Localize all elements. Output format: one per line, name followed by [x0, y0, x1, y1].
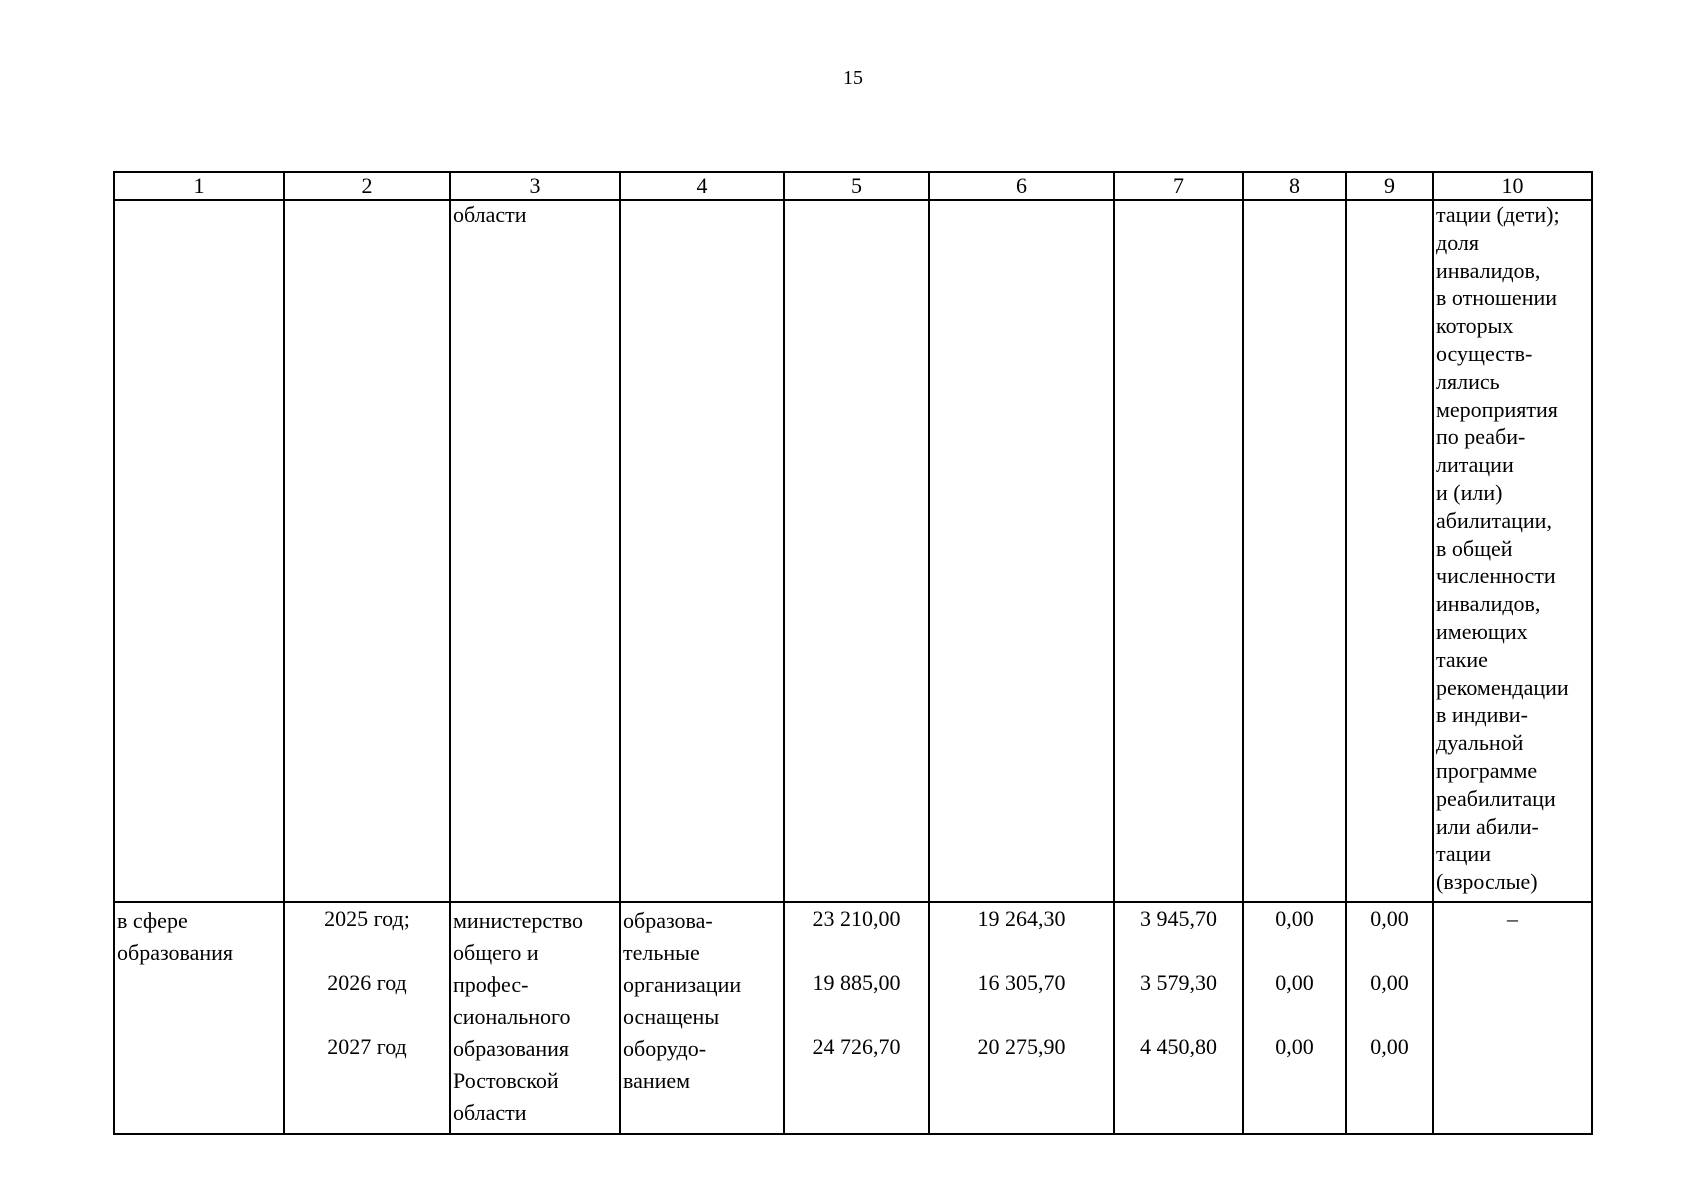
col8-2025: 0,00 — [1275, 906, 1314, 931]
total-cell — [784, 902, 929, 1134]
col9-2026: 0,00 — [1370, 970, 1409, 995]
header-col-1: 1 — [114, 172, 284, 200]
col8-2026: 0,00 — [1275, 970, 1314, 995]
year-2025: 2025 год; — [324, 906, 410, 931]
total-2027: 24 726,70 — [812, 1034, 901, 1059]
years-cell — [284, 902, 450, 1134]
education-row — [114, 902, 1592, 1134]
header-col-7: 7 — [1114, 172, 1243, 200]
header-col-8: 8 — [1243, 172, 1346, 200]
executor-cell: министерство общего и профес- сионального образования Ростовской области — [450, 902, 620, 1134]
result-cell: образова- тельные организации оснащены оборудо- ванием — [620, 902, 784, 1134]
header-col-6: 6 — [929, 172, 1114, 200]
year-2027: 2027 год — [327, 1034, 407, 1059]
program-table — [113, 171, 1593, 1135]
total-2025: 23 210,00 — [812, 906, 901, 931]
header-col-2: 2 — [284, 172, 450, 200]
col7-2025: 3 945,70 — [1140, 906, 1217, 931]
col7-2027: 4 450,80 — [1140, 1034, 1217, 1059]
header-row — [114, 172, 1592, 200]
header-col-3: 3 — [450, 172, 620, 200]
cell-cont-5 — [784, 200, 929, 902]
total-2026: 19 885,00 — [812, 970, 901, 995]
sphere-cell: в сфере образования — [114, 902, 284, 1134]
continuation-row — [114, 200, 1592, 902]
header-col-9: 9 — [1346, 172, 1433, 200]
indicator-cell: – — [1433, 902, 1592, 1134]
cell-cont-4 — [620, 200, 784, 902]
cell-cont-3: области — [450, 200, 620, 902]
cell-cont-9 — [1346, 200, 1433, 902]
cell-cont-10: тации (дети); доля инвалидов, в отношении которых осуществ- лялись мероприятия по реаби- литации и (или) абилитации, в общей численности инвалидов, имеющих такие рекомендации в индиви- дуальной программе реабилитаци или абили- тации (взрослые) — [1433, 200, 1592, 902]
col9-2027: 0,00 — [1370, 1034, 1409, 1059]
col7-cell — [1114, 902, 1243, 1134]
col8-cell — [1243, 902, 1346, 1134]
cell-cont-6 — [929, 200, 1114, 902]
header-col-4: 4 — [620, 172, 784, 200]
col6-cell — [929, 902, 1114, 1134]
col6-2026: 16 305,70 — [977, 970, 1066, 995]
col6-2027: 20 275,90 — [977, 1034, 1066, 1059]
col6-2025: 19 264,30 — [977, 906, 1066, 931]
col9-cell — [1346, 902, 1433, 1134]
col8-2027: 0,00 — [1275, 1034, 1314, 1059]
cell-cont-1 — [114, 200, 284, 902]
year-2026: 2026 год — [327, 970, 407, 995]
cell-cont-8 — [1243, 200, 1346, 902]
col7-2026: 3 579,30 — [1140, 970, 1217, 995]
header-col-10: 10 — [1433, 172, 1592, 200]
page-number: 15 — [843, 67, 863, 89]
col9-2025: 0,00 — [1370, 906, 1409, 931]
cell-cont-7 — [1114, 200, 1243, 902]
cell-cont-2 — [284, 200, 450, 902]
header-col-5: 5 — [784, 172, 929, 200]
